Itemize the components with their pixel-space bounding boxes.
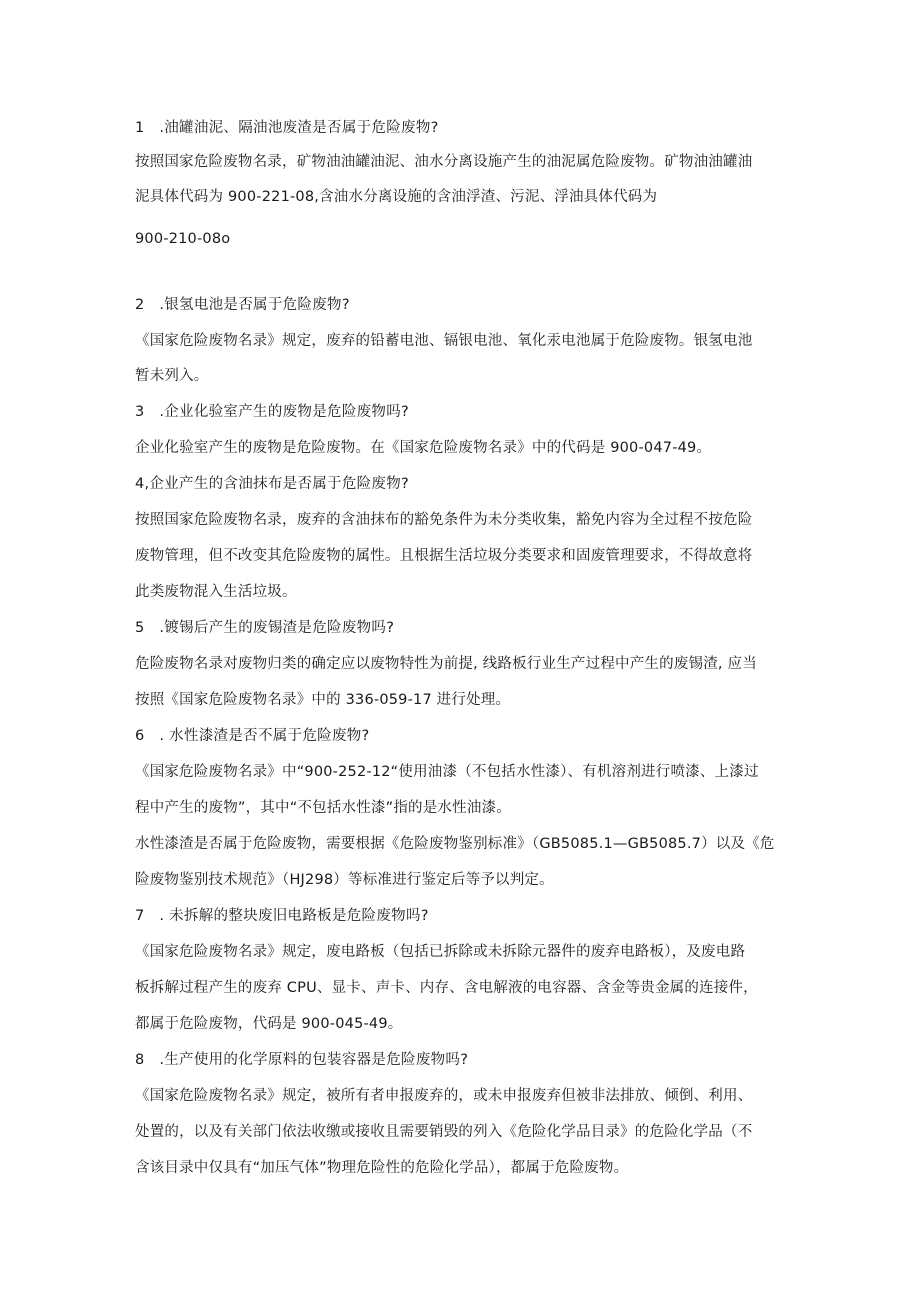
question-8-heading: 8 .生产使用的化学原料的包装容器是危险废物吗? (135, 1052, 469, 1068)
answer-7-line-3: 都属于危险废物，代码是 900-045-49。 (135, 1016, 403, 1032)
answer-7-line-2: 板拆解过程产生的废弃 CPU、显卡、声卡、内存、含电解液的电容器、含金等贵金属的连接件， (135, 980, 758, 996)
answer-4-line-3: 此类废物混入生活垃圾。 (135, 584, 297, 600)
question-7-heading: 7 . 未拆解的整块废旧电路板是危险废物吗? (135, 908, 429, 924)
answer-6-line-2: 程中产生的废物”，其中“不包括水性漆”指的是水性油漆。 (135, 800, 511, 816)
answer-6-line-1: 《国家危险废物名录》中“900-252-12“使用油漆（不包括水性漆）、有机溶剂进行喷漆、上漆过 (135, 764, 759, 780)
answer-3-line-1: 企业化验室产生的废物是危险废物。在《国家危险废物名录》中的代码是 900-047-49。 (135, 440, 712, 456)
answer-8-line-1: 《国家危险废物名录》规定，被所有者申报废弃的，或未申报废弃但被非法排放、倾倒、利用、 (135, 1088, 753, 1104)
question-4-heading: 4,企业产生的含油抹布是否属于危险废物? (135, 476, 410, 492)
answer-4-line-1: 按照国家危险废物名录，废弃的含油抹布的豁免条件为未分类收集，豁免内容为全过程不按危险 (135, 512, 753, 528)
answer-6-line-3: 水性漆渣是否属于危险废物，需要根据《危险废物鉴别标准》（GB5085.1—GB5085.7）以及《危 (135, 836, 775, 852)
answer-1-line-1: 按照国家危险废物名录，矿物油油罐油泥、油水分离设施产生的油泥属危险废物。矿物油油罐油 (135, 154, 753, 170)
answer-1-line-3: 900-210-08o (135, 231, 231, 247)
question-2-heading: 2 .银氢电池是否属于危险废物? (135, 297, 350, 313)
answer-5-line-1: 危险废物名录对废物归类的确定应以废物特性为前提, 线路板行业生产过程中产生的废锡渣, 应当 (135, 656, 757, 672)
answer-8-line-3: 含该目录中仅具有“加压气体”物理危险性的危险化学品），都属于危险废物。 (135, 1160, 629, 1176)
answer-2-line-2: 暂未列入。 (135, 368, 209, 384)
answer-2-line-1: 《国家危险废物名录》规定，废弃的铅蓄电池、镉银电池、氧化汞电池属于危险废物。银氢电池 (135, 333, 753, 349)
answer-4-line-2: 废物管理，但不改变其危险废物的属性。且根据生活垃圾分类要求和固废管理要求，不得故意将 (135, 548, 753, 564)
question-5-heading: 5 .镀锡后产生的废锡渣是危险废物吗? (135, 620, 395, 636)
question-6-heading: 6 . 水性漆渣是否不属于危险废物? (135, 728, 370, 744)
question-1-heading: 1 .油罐油泥、隔油池废渣是否属于危险废物? (135, 120, 439, 136)
answer-7-line-1: 《国家危险废物名录》规定，废电路板（包括已拆除或未拆除元器件的废弃电路板），及废电路 (135, 944, 746, 960)
answer-5-line-2: 按照《国家危险废物名录》中的 336-059-17 进行处理。 (135, 692, 511, 708)
answer-6-line-4: 险废物鉴别技术规范》（HJ298）等标准进行鉴定后等予以判定。 (135, 872, 554, 888)
answer-1-line-2: 泥具体代码为 900-221-08,含油水分离设施的含油浮渣、污泥、浮油具体代码为 (135, 189, 658, 205)
answer-8-line-2: 处置的，以及有关部门依法收缴或接收且需要销毁的列入《危险化学品目录》的危险化学品（不 (135, 1124, 753, 1140)
question-3-heading: 3 .企业化验室产生的废物是危险废物吗? (135, 404, 410, 420)
